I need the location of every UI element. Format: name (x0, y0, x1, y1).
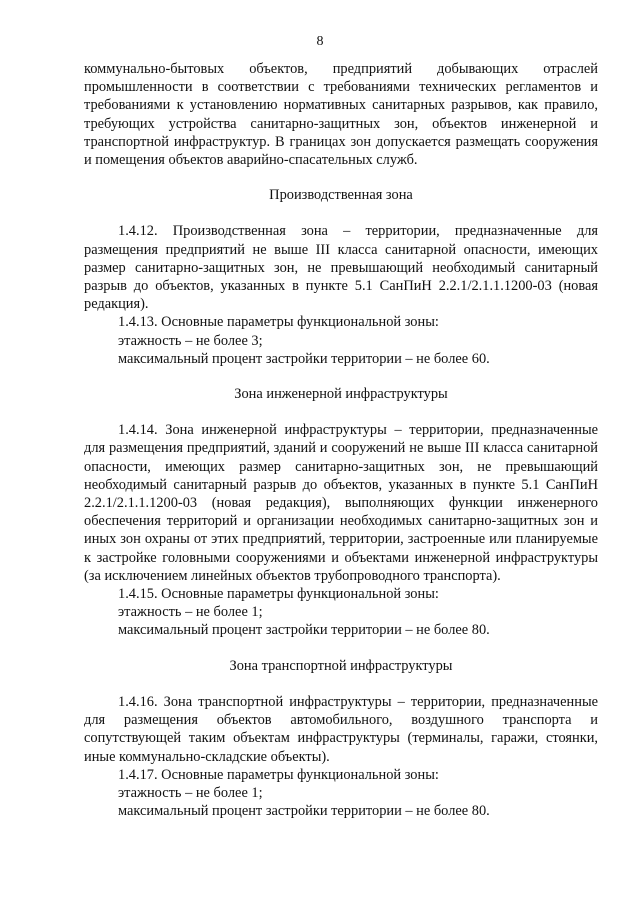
floors-param: этажность – не более 3; (118, 332, 263, 349)
coverage-param: максимальный процент застройки территории – не более 80. (118, 622, 490, 639)
coverage-param: максимальный процент застройки территории – не более 60. (118, 350, 490, 367)
section-heading: Производственная зона (269, 187, 413, 204)
section-transport-zone (84, 657, 598, 821)
floors-param: этажность – не более 1; (118, 604, 263, 621)
section-heading: Зона инженерной инфраструктуры (234, 386, 448, 403)
section-engineering-zone (84, 385, 598, 640)
params-title: 1.4.17. Основные параметры функциональной зоны: (118, 766, 439, 783)
document-body (84, 60, 598, 820)
params-title: 1.4.13. Основные параметры функциональной зоны: (118, 314, 439, 331)
page-number: 8 (316, 34, 324, 49)
section-heading: Зона транспортной инфраструктуры (229, 657, 453, 674)
section-production-zone (84, 186, 598, 368)
coverage-param: максимальный процент застройки территории – не более 80. (118, 803, 490, 820)
params-title: 1.4.15. Основные параметры функциональной зоны: (118, 586, 439, 603)
zone-definition: 1.4.14. Зона инженерной инфраструктуры – территории, предназначенные для размещения предприятий, зданий и сооружений не выше III класса санитарной опасности, имеющих размер санитарно-защитных зон, не превышающий необходимый санитарный разрыв до объектов, указанных в пункте 5.1 СанПиН 2.2.1/2.1.1.1200-03 (новая редакция), выполняющих функции инженерного обеспечения территорий и организации необходимых санитарно-защитных зон и иных зон охраны от этих предприятий, территории, застроенные или планируемые к застройке головными сооружениями и объектами инженерной инфраструктуры (за исключением линейных объектов трубопроводного транспорта). (84, 422, 598, 584)
floors-param: этажность – не более 1; (118, 784, 263, 801)
intro-paragraph: коммунально-бытовых объектов, предприятий добывающих отраслей промышленности в соответствии с требованиями технических регламентов и требованиями к установлению нормативных санитарных разрывов, как правило, требующих устройства санитарно-защитных зон, объектов инженерной и транспортной инфраструктур. В границах зон допускается размещать сооружения и помещения объектов аварийно-спасательных служб. (84, 61, 598, 169)
zone-definition: 1.4.12. Производственная зона – территории, предназначенные для размещения предприятий не выше III класса санитарной опасности, имеющих размер санитарно-защитных зон, не превышающий необходимый санитарный разрыв до объектов, указанных в пункте 5.1 СанПиН 2.2.1/2.1.1.1200-03 (новая редакция). (84, 223, 598, 313)
zone-definition: 1.4.16. Зона транспортной инфраструктуры – территории, предназначенные для размещения объектов автомобильного, воздушного транспорта и сопутствующей таким объектам инфраструктуры (терминалы, гаражи, стоянки, иные коммунально-складские объекты). (84, 693, 598, 765)
